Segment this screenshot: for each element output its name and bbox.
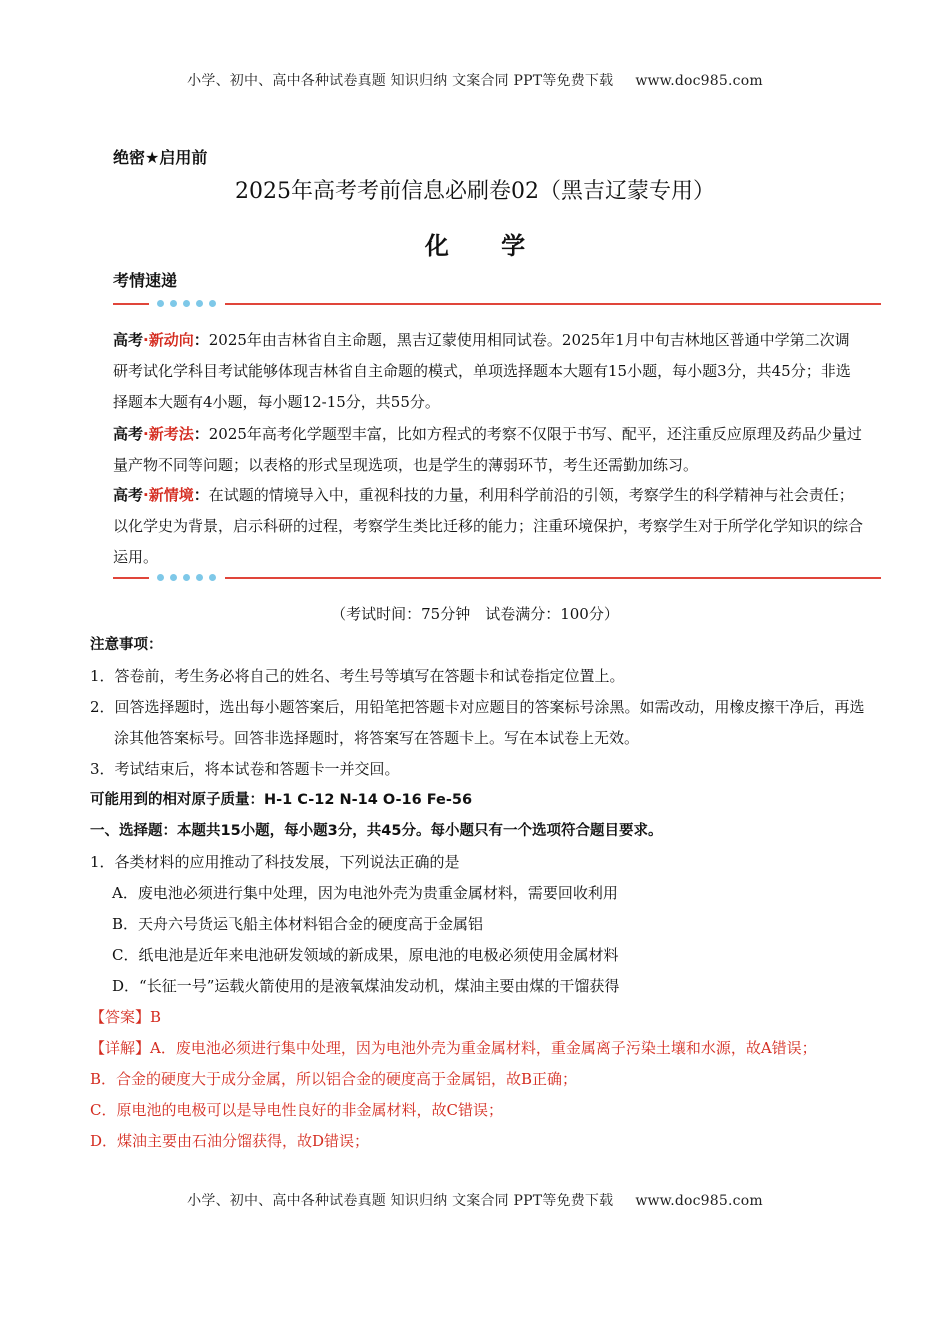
detail-b: B．合金的硬度大于成分金属，所以铝合金的硬度高于金属铝，故B正确； (90, 1070, 578, 1088)
exam-info: （考试时间：75分钟 试卷满分：100分） (331, 605, 619, 623)
detail-label: 【详解】 (90, 1039, 151, 1057)
page-title: 2025年高考考前信息必刷卷02（黑吉辽蒙专用） (235, 179, 715, 204)
option-a: A．废电池必须进行集中处理，因为电池外壳为贵重金属材料，需要回收利用 (112, 884, 618, 902)
question-stem: 1．各类材料的应用推动了科技发展，下列说法正确的是 (90, 853, 460, 871)
note-item: 2．回答选择题时，选出每小题答案后，用铅笔把答题卡对应题目的答案标号涂黑。如需改动，用橡皮擦干净后，再选涂其他答案标号。回答非选择题时，将答案写在答题卡上。写在本试卷上无效。 (90, 698, 865, 747)
decorative-divider-bottom (113, 572, 881, 584)
footer-text: 小学、初中、高中各种试卷真题 知识归纳 文案合同 PPT等免费下载 (187, 1193, 614, 1209)
header-text: 小学、初中、高中各种试卷真题 知识归纳 文案合同 PPT等免费下载 (187, 73, 614, 89)
answer-line: 【答案】B (90, 1008, 162, 1026)
detail-a: 【详解】A．废电池必须进行集中处理，因为电池外壳为重金属材料，重金属离子污染土壤和水源，故A错误； (90, 1039, 817, 1057)
exam-body (90, 630, 870, 1157)
secret-label: 绝密★启用前 (113, 148, 208, 167)
detail-d: D．煤油主要由石油分馏获得，故D错误； (90, 1132, 370, 1150)
notes-heading: 注意事项： (90, 637, 163, 653)
option-d: D．“长征一号”运载火箭使用的是液氧煤油发动机，煤油主要由煤的干馏获得 (112, 977, 620, 995)
subject-title: 化 学 (424, 232, 548, 260)
trend-paragraph-new-direction: 高考·新动向：2025年由吉林省自主命题，黑吉辽蒙使用相同试卷。2025年1月中旬吉林地区普通中学第二次调研考试化学科目考试能够体现吉林省自主命题的模式，单项选择题本大题有15小题，每小题3分，共45分；非选择题本大题有4小题，每小题12-15分，共55分。 (113, 331, 851, 411)
decorative-divider-top (113, 298, 881, 310)
page-footer (0, 1190, 950, 1210)
footer-url[interactable]: www.doc985.com (635, 1193, 763, 1209)
trend-paragraph-new-context: 高考·新情境：在试题的情境导入中，重视科技的力量，利用科学前沿的引领，考察学生的科学精神与社会责任；以化学史为背景，启示科研的过程，考察学生类比迁移的能力；注重环境保护，考察学生对于所学化学知识的综合运用。 (113, 486, 864, 566)
header-url[interactable]: www.doc985.com (635, 73, 763, 89)
atomic-mass-line: 可能用到的相对原子质量：H-1 C-12 N-14 O-16 Fe-56 (90, 792, 473, 808)
note-item: 1．答卷前，考生务必将自己的姓名、考生号等填写在答题卡和试卷指定位置上。 (90, 667, 625, 685)
option-c: C．纸电池是近年来电池研发领域的新成果，原电池的电极必须使用金属材料 (112, 946, 619, 964)
option-b: B．天舟六号货运飞船主体材料铝合金的硬度高于金属铝 (112, 915, 484, 933)
trend-paragraph-new-method: 高考·新考法：2025年高考化学题型丰富，比如方程式的考察不仅限于书写、配平，还注重反应原理及药品少量过量产物不同等问题；以表格的形式呈现选项，也是学生的薄弱环节，考生还需勤加练习。 (113, 425, 862, 474)
detail-c: C．原电池的电极可以是导电性良好的非金属材料，故C错误； (90, 1101, 503, 1119)
section-one-heading: 一、选择题：本题共15小题，每小题3分，共45分。每小题只有一个选项符合题目要求。 (90, 823, 663, 839)
note-item: 3．考试结束后，将本试卷和答题卡一并交回。 (90, 760, 400, 778)
page-header (0, 70, 950, 90)
section-heading: 考情速递 (113, 271, 178, 290)
